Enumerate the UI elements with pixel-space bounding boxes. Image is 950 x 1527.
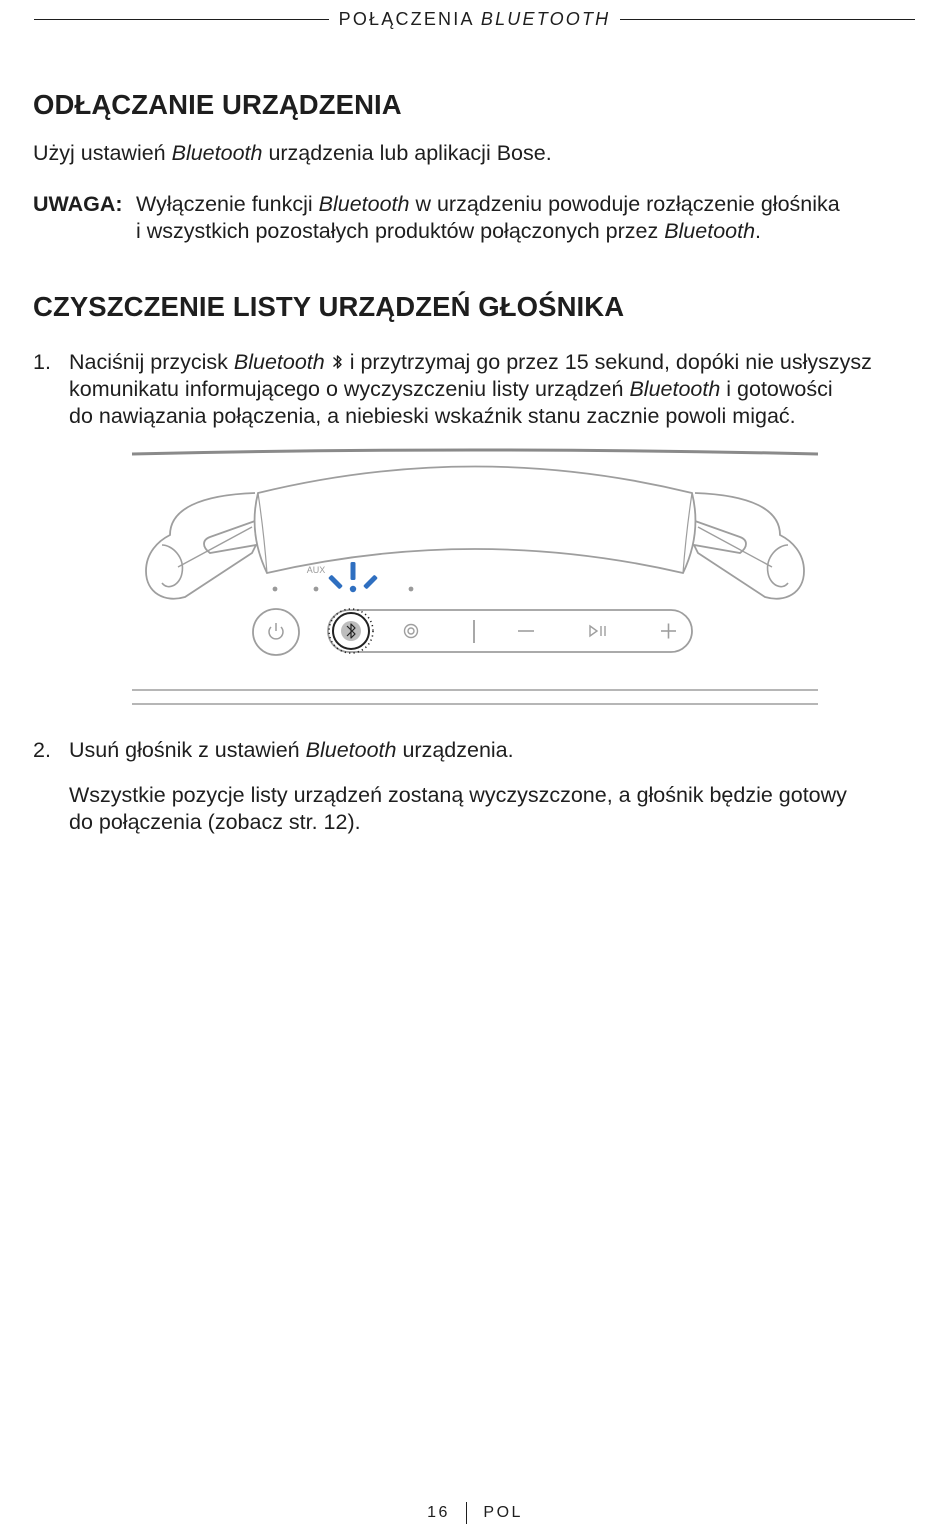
speaker-top-edge <box>132 450 818 454</box>
header-rule-right <box>620 19 915 20</box>
header-title: POŁĄCZENIA BLUETOOTH <box>338 8 611 29</box>
step-1-number: 1. <box>33 350 51 374</box>
section-heading-disconnect: ODŁĄCZANIE URZĄDZENIA <box>33 89 402 120</box>
control-bar <box>328 610 692 652</box>
page-header <box>34 8 915 30</box>
aux-dot <box>314 587 319 592</box>
step-1-text: Naciśnij przycisk Bluetooth i przytrzymaj go przez 15 sekund, dopóki nie usłyszysz komunikatu informującego o wyczyszczeniu listy urządzeń Bluetooth i gotowości do nawiązania połączenia, a niebieski wskaźnik stanu zacznie powoli migać. <box>69 350 872 428</box>
step-2-number: 2. <box>33 738 51 762</box>
note-label: UWAGA: <box>33 192 123 216</box>
step-2-result: Wszystkie pozycje listy urządzeń zostaną wyczyszczone, a głośnik będzie gotowy do połączenia (zobacz str. 12). <box>69 783 847 834</box>
aux-label: AUX <box>306 565 326 575</box>
power-button <box>253 609 299 655</box>
intro-paragraph: Użyj ustawień Bluetooth urządzenia lub aplikacji Bose. <box>33 141 552 165</box>
footer-divider <box>466 1502 468 1524</box>
page-number: 16 <box>427 1504 450 1521</box>
handle-cap <box>255 467 696 574</box>
page-footer <box>0 1499 950 1527</box>
speaker-illustration <box>130 445 820 710</box>
status-dot <box>273 587 278 592</box>
step-2-text: Usuń głośnik z ustawień Bluetooth urządzenia. <box>69 738 514 762</box>
extra-dot <box>409 587 414 592</box>
note-text: Wyłączenie funkcji Bluetooth w urządzeniu powoduje rozłączenie głośnika i wszystkich pozostałych produktów połączonych przez Bluetooth. <box>136 192 840 243</box>
language-code: POL <box>483 1504 523 1521</box>
header-rule-left <box>34 19 329 20</box>
bluetooth-indicator-blink <box>328 562 378 592</box>
section-heading-clear-list: CZYSZCZENIE LISTY URZĄDZEŃ GŁOŚNIKA <box>33 291 625 322</box>
bluetooth-icon <box>331 352 344 372</box>
